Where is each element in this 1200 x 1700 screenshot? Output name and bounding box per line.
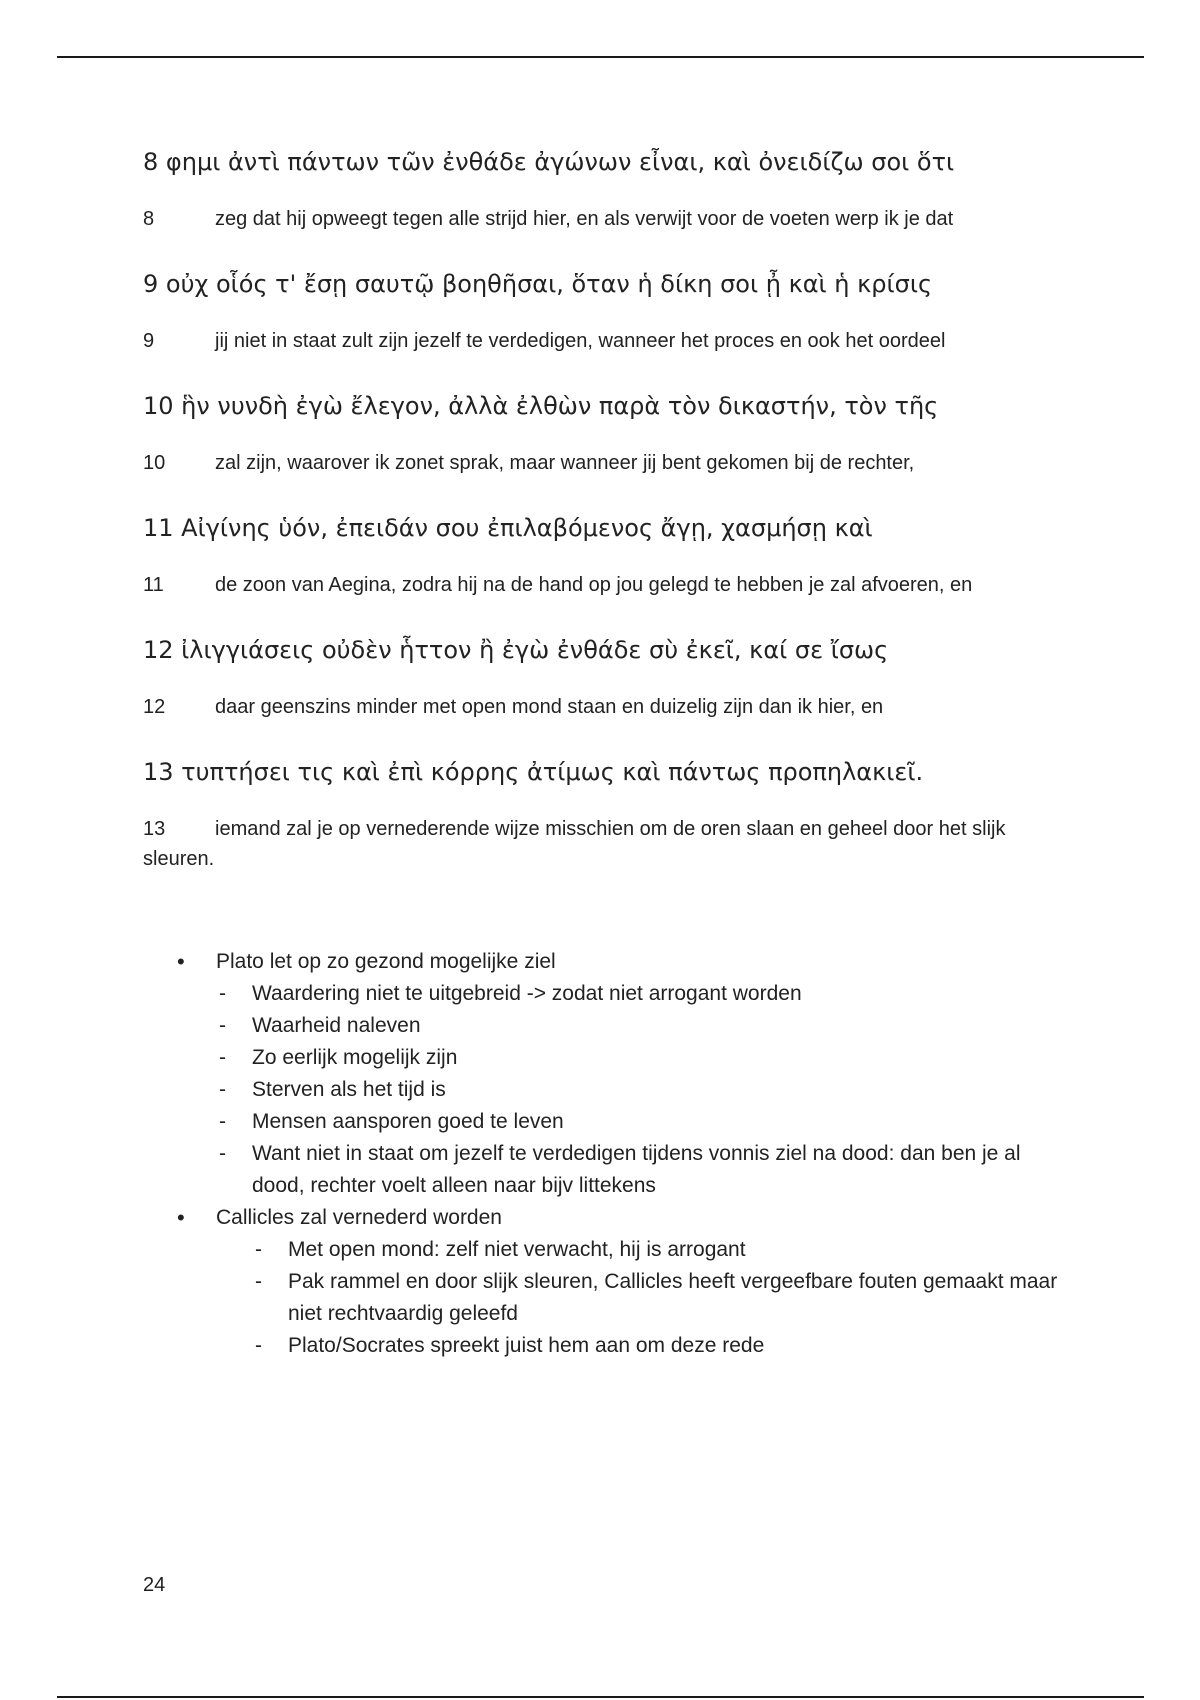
line-number: 11 (143, 574, 164, 596)
bullet-item: • Callicles zal vernederd worden (143, 1202, 1063, 1234)
translation-line (143, 326, 1063, 356)
line-pair-13 (143, 752, 1063, 874)
translation-text: jij niet in staat zult zijn jezelf te verdedigen, wanneer het proces en ook het oordeel (215, 330, 946, 352)
greek-line: 11 Αἰγίνης ὑόν, ἐπειδάν σου ἐπιλαβόμενος ἄγῃ, χασμήσῃ καὶ (143, 514, 873, 542)
translation-section (143, 142, 1063, 874)
sub-item: - Met open mond: zelf niet verwacht, hij is arrogant (143, 1234, 1063, 1266)
greek-line: 10 ἣν νυνδὴ ἐγὼ ἔλεγον, ἀλλὰ ἐλθὼν παρὰ τὸν δικαστήν, τὸν τῆς (143, 392, 939, 420)
line-pair-11 (143, 508, 1063, 600)
notes-section (143, 946, 1063, 1362)
translation-text: zeg dat hij opweegt tegen alle strijd hier, en als verwijt voor de voeten werp ik je dat (215, 208, 954, 230)
line-number: 10 (143, 452, 166, 474)
greek-line: 8 φημι ἀντὶ πάντων τῶν ἐνθάδε ἀγώνων εἶναι, καὶ ὀνειδίζω σοι ὅτι (143, 148, 955, 176)
line-pair-8 (143, 142, 1063, 234)
translation-line (143, 448, 1063, 478)
line-number: 8 (143, 208, 155, 230)
sub-item: - Sterven als het tijd is (143, 1074, 1063, 1106)
sub-item: - Zo eerlijk mogelijk zijn (143, 1042, 1063, 1074)
translation-text: de zoon van Aegina, zodra hij na de hand op jou gelegd te hebben je zal afvoeren, en (215, 574, 973, 596)
greek-line: 9 οὐχ οἷός τ' ἔσῃ σαυτῷ βοηθῆσαι, ὅταν ἡ δίκη σοι ᾖ καὶ ἡ κρίσις (143, 270, 933, 298)
page-number: 24 (143, 1574, 166, 1596)
translation-line (143, 570, 1063, 600)
greek-line: 13 τυπτήσει τις καὶ ἐπὶ κόρρης ἀτίμως καὶ πάντως προπηλακιεῖ. (143, 758, 924, 786)
sub-item: - Waardering niet te uitgebreid -> zodat niet arrogant worden (143, 978, 1063, 1010)
line-pair-9 (143, 264, 1063, 356)
greek-line: 12 ἰλιγγιάσεις οὐδὲν ἧττον ἢ ἐγὼ ἐνθάδε σὺ ἐκεῖ, καί σε ἴσως (143, 636, 889, 664)
notes-list (143, 946, 1063, 1362)
translation-text: zal zijn, waarover ik zonet sprak, maar wanneer jij bent gekomen bij de rechter, (215, 452, 915, 474)
header-rule (57, 56, 1144, 58)
sub-item: - Plato/Socrates spreekt juist hem aan om deze rede (143, 1330, 1063, 1362)
sub-item: - Waarheid naleven (143, 1010, 1063, 1042)
sub-item: - Pak rammel en door slijk sleuren, Callicles heeft vergeefbare fouten gemaakt maar niet rechtvaardig geleefd (143, 1266, 1063, 1330)
translation-line (143, 814, 1063, 874)
translation-line (143, 204, 1063, 234)
line-pair-12 (143, 630, 1063, 722)
translation-line (143, 692, 1063, 722)
bullet-item: • Plato let op zo gezond mogelijke ziel (143, 946, 1063, 978)
sub-item: - Mensen aansporen goed te leven (143, 1106, 1063, 1138)
line-pair-10 (143, 386, 1063, 478)
line-number: 9 (143, 330, 155, 352)
translation-text: daar geenszins minder met open mond staan en duizelig zijn dan ik hier, en (215, 696, 884, 718)
translation-text: iemand zal je op vernederende wijze misschien om de oren slaan en geheel door het slijk sleuren. (143, 818, 1006, 870)
sub-item: - Want niet in staat om jezelf te verdedigen tijdens vonnis ziel na dood: dan ben je al dood, rechter voelt alleen naar bijv littekens (143, 1138, 1063, 1202)
footer-rule (57, 1696, 1144, 1698)
line-number: 13 (143, 818, 166, 840)
line-number: 12 (143, 696, 166, 718)
